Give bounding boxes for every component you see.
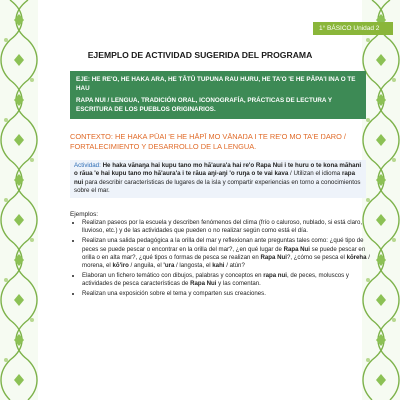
actividad-es-text: Utilizan el idioma [293,170,342,178]
examples-list [70,219,372,300]
eje-box [70,71,366,119]
eje-subtitle: RAPA NUI / LENGUA, TRADICIÓN ORAL, ICONOGRAFÍA, PRÁCTICAS DE LECTURA Y ESCRITURA DE LOS PUEBLOS ORIGINARIOS. [76,97,332,113]
actividad-es-text-end: para describir características de lugares de la isla y compartir experiencias en torno a conocimientos sobre el mar. [74,178,361,195]
actividad-rapanui-text: He haka vānaŋa hai kupu tano mo hā'aura'a hai re'o Rapa Nui i te huru o te kona māhani o rāua 'e hai kupu tano mo hā'aura'a i te rāua aŋi-aŋi 'o ruŋa o te vai kava [74,162,362,178]
actividad-es-bold: rapa nui [74,170,356,186]
actividad-label: Actividad: [74,162,101,169]
decorative-border-left [0,0,38,400]
page-title: EJEMPLO DE ACTIVIDAD SUGERIDA DEL PROGRAMA [87,50,313,60]
ejemplos-label: Ejemplos: [70,211,99,218]
list-item: • Realizan una exposición sobre el tema y comparten sus creaciones. [82,290,372,298]
list-item: • Realizan una salida pedagógica a la orilla del mar y reflexionan ante preguntas tales como: ¿qué tipo de peces se puede pescar o encontrar en la orilla del mar?, ¿en qué lugar de Rapa Nui se puede pescar en orilla o en alta mar?, ¿qué tipos o formas de pesca se realizan en Rapa Nui?, ¿cómo se pesca el kōreha / morena, el kō'iro / anguila, el 'ura / langosta, el kahi / atún? [82,237,372,270]
grade-unit-badge: 1° BÁSICO Unidad 2 [313,22,393,35]
contexto-heading: CONTEXTO: HE HAKA PŪAI 'E HE HĀPĪ MO VĀNAŊA I TE RE'O MO TA'E ŊARO / FORTALECIMIENTO Y DESARROLLO DE LA LENGUA. [70,132,346,151]
decorative-border-right [362,0,400,400]
actividad-separator: / [288,170,294,178]
eje-title: EJE: HE RE'O, HE HAKA ARA, HE TĀTŪ TUPUNA RAU HURU, HE TA'O 'E HE PĀPA'I INA O TE HAU [76,76,356,92]
list-item: • Realizan paseos por la escuela y describen fenómenos del clima (frío o caluroso, nublado, si está claro, lluvioso, etc.) y de las actividades que pueden o no realizar según como está el día. [82,219,372,236]
actividad-box [70,160,366,198]
list-item: • Elaboran un fichero temático con dibujos, palabras y conceptos en rapa nui, de peces, moluscos y actividades de pesca características de Rapa Nui y las comentan. [82,272,372,289]
